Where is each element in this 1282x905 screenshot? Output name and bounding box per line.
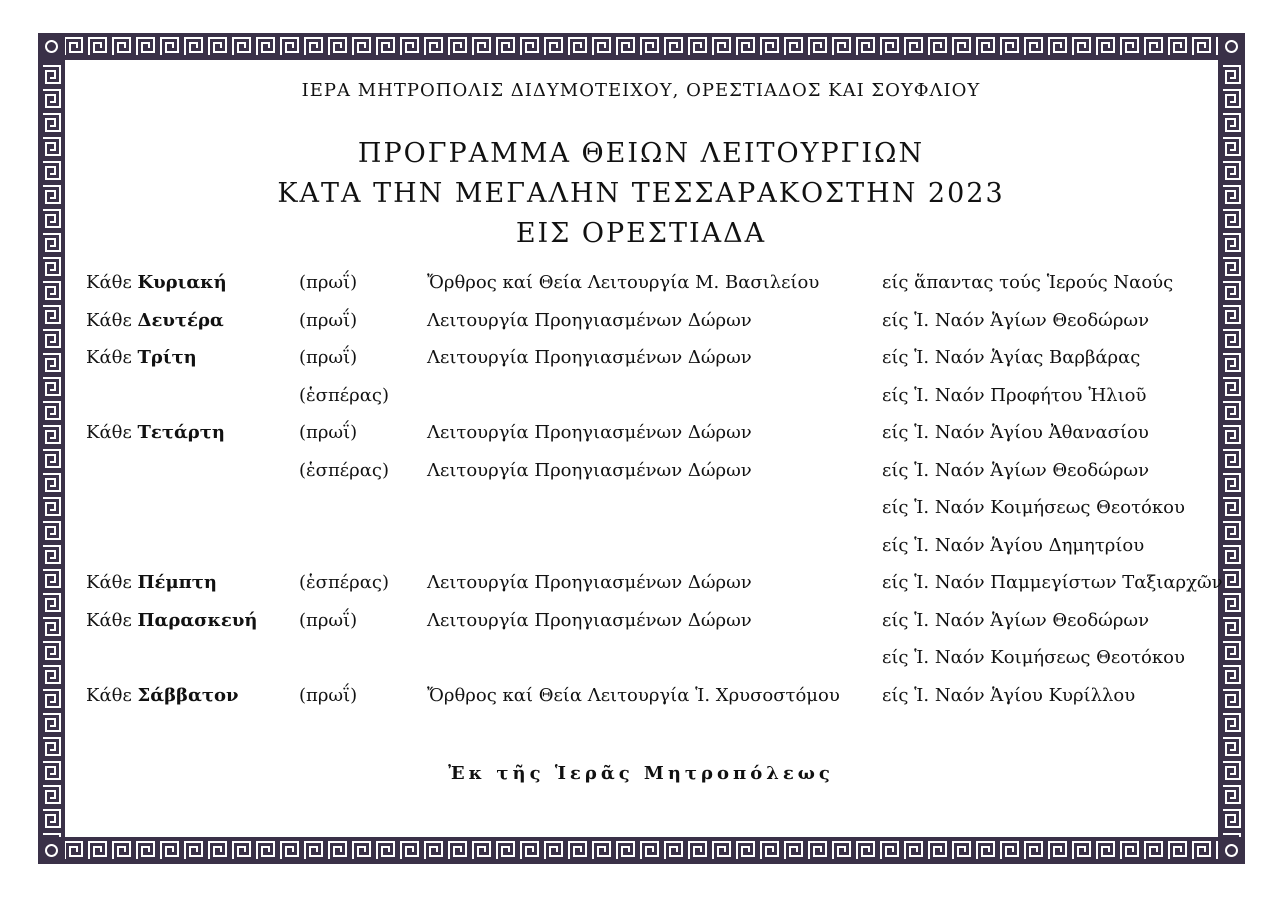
location-cell: είς Ἱ. Ναόν Παμμεγίστων Ταξιαρχῶν <box>882 572 1223 593</box>
schedule-row <box>0 272 1282 309</box>
schedule-row <box>0 422 1282 459</box>
corner-ornament <box>1218 33 1245 60</box>
title-line-1: ΠΡΟΓΡΑΜΜΑ ΘΕΙΩΝ ΛΕΙΤΟΥΡΓΙΩΝ <box>357 138 925 169</box>
day-prefix: Κάθε <box>86 309 132 331</box>
schedule-row <box>0 385 1282 422</box>
day-prefix: Κάθε <box>86 609 132 631</box>
day-prefix: Κάθε <box>86 272 132 293</box>
day-cell <box>86 610 257 631</box>
day-cell <box>86 310 224 331</box>
day-name: Πέμπτη <box>137 572 217 593</box>
location-cell: είς Ἱ. Ναόν Ἁγίου Κυρίλλου <box>882 684 1136 706</box>
schedule-row <box>0 610 1282 647</box>
day-prefix: Κάθε <box>86 347 132 368</box>
schedule-row <box>0 572 1282 609</box>
schedule-row <box>0 647 1282 684</box>
location-cell: είς Ἱ. Ναόν Προφήτου Ἠλιοῦ <box>882 384 1147 406</box>
day-name: Τετάρτη <box>137 422 225 443</box>
time-cell: (ἑσπέρας) <box>299 572 389 593</box>
time-cell: (πρωΐ) <box>299 309 358 331</box>
metropolis-name: ΙΕΡΑ ΜΗΤΡΟΠΟΛΙΣ ΔΙΔΥΜΟΤΕΙΧΟΥ, ΟΡΕΣΤΙΑΔΟΣ ΚΑΙ ΣΟΥΦΛΙΟΥ <box>301 80 981 101</box>
location-cell: είς Ἱ. Ναόν Ἁγίων Θεοδώρων <box>882 459 1150 481</box>
service-cell: Λειτουργία Προηγιασμένων Δώρων <box>427 422 752 443</box>
day-name: Δευτέρα <box>137 309 224 331</box>
service-cell: Ὄρθρος καί Θεία Λειτουργία Ἱ. Χρυσοστόμου <box>427 684 840 706</box>
schedule-row <box>0 685 1282 722</box>
meander-border-bottom <box>38 837 1245 864</box>
day-name: Κυριακή <box>137 272 227 293</box>
time-cell: (πρωΐ) <box>299 422 358 443</box>
schedule-row <box>0 460 1282 497</box>
day-cell <box>86 422 225 443</box>
location-cell: είς Ἱ. Ναόν Ἁγίων Θεοδώρων <box>882 309 1150 331</box>
corner-ornament <box>38 837 65 864</box>
location-cell: είς Ἱ. Ναόν Ἁγίων Θεοδώρων <box>882 609 1150 631</box>
day-prefix: Κάθε <box>86 684 132 706</box>
time-cell: (πρωΐ) <box>299 272 358 293</box>
schedule-row <box>0 497 1282 534</box>
day-cell <box>86 572 217 593</box>
service-cell: Ὄρθρος καί Θεία Λειτουργία Μ. Βασιλείου <box>427 272 820 293</box>
location-cell: είς Ἱ. Ναόν Ἁγίας Βαρβάρας <box>882 347 1141 368</box>
service-cell: Λειτουργία Προηγιασμένων Δώρων <box>427 309 752 331</box>
time-cell: (ἑσπέρας) <box>299 459 389 481</box>
day-cell <box>86 347 197 368</box>
location-cell: είς Ἱ. Ναόν Ἁγίου Ἀθανασίου <box>882 422 1149 443</box>
time-cell: (πρωΐ) <box>299 684 358 706</box>
service-cell: Λειτουργία Προηγιασμένων Δώρων <box>427 347 752 368</box>
time-cell: (ἑσπέρας) <box>299 384 389 406</box>
day-prefix: Κάθε <box>86 422 132 443</box>
corner-ornament <box>38 33 65 60</box>
title-line-2: ΚΑΤΑ ΤΗΝ ΜΕΓΑΛΗΝ ΤΕΣΣΑΡΑΚΟΣΤΗΝ 2023 <box>277 178 1005 209</box>
service-cell: Λειτουργία Προηγιασμένων Δώρων <box>427 459 752 481</box>
schedule-row <box>0 535 1282 572</box>
title-line-3: ΕΙΣ ΟΡΕΣΤΙΑΔΑ <box>515 218 767 249</box>
time-cell: (πρωΐ) <box>299 609 358 631</box>
location-cell: είς ἅπαντας τούς Ἱερούς Ναούς <box>882 272 1174 293</box>
corner-ornament <box>1218 837 1245 864</box>
service-cell: Λειτουργία Προηγιασμένων Δώρων <box>427 572 752 593</box>
location-cell: είς Ἱ. Ναόν Κοιμήσεως Θεοτόκου <box>882 497 1185 518</box>
day-cell <box>86 272 227 293</box>
day-cell <box>86 685 238 706</box>
schedule-row <box>0 347 1282 384</box>
day-name: Τρίτη <box>137 347 197 368</box>
location-cell: είς Ἱ. Ναόν Ἁγίου Δημητρίου <box>882 534 1145 556</box>
day-prefix: Κάθε <box>86 572 132 593</box>
service-cell: Λειτουργία Προηγιασμένων Δώρων <box>427 609 752 631</box>
day-name: Παρασκευή <box>137 609 258 631</box>
signature: Ἐκ τῆς Ἱερᾶς Μητροπόλεως <box>448 763 834 784</box>
location-cell: είς Ἱ. Ναόν Κοιμήσεως Θεοτόκου <box>882 647 1185 668</box>
schedule-row <box>0 310 1282 347</box>
time-cell: (πρωΐ) <box>299 347 358 368</box>
day-name: Σάββατον <box>137 684 239 706</box>
meander-border-top <box>38 33 1245 60</box>
